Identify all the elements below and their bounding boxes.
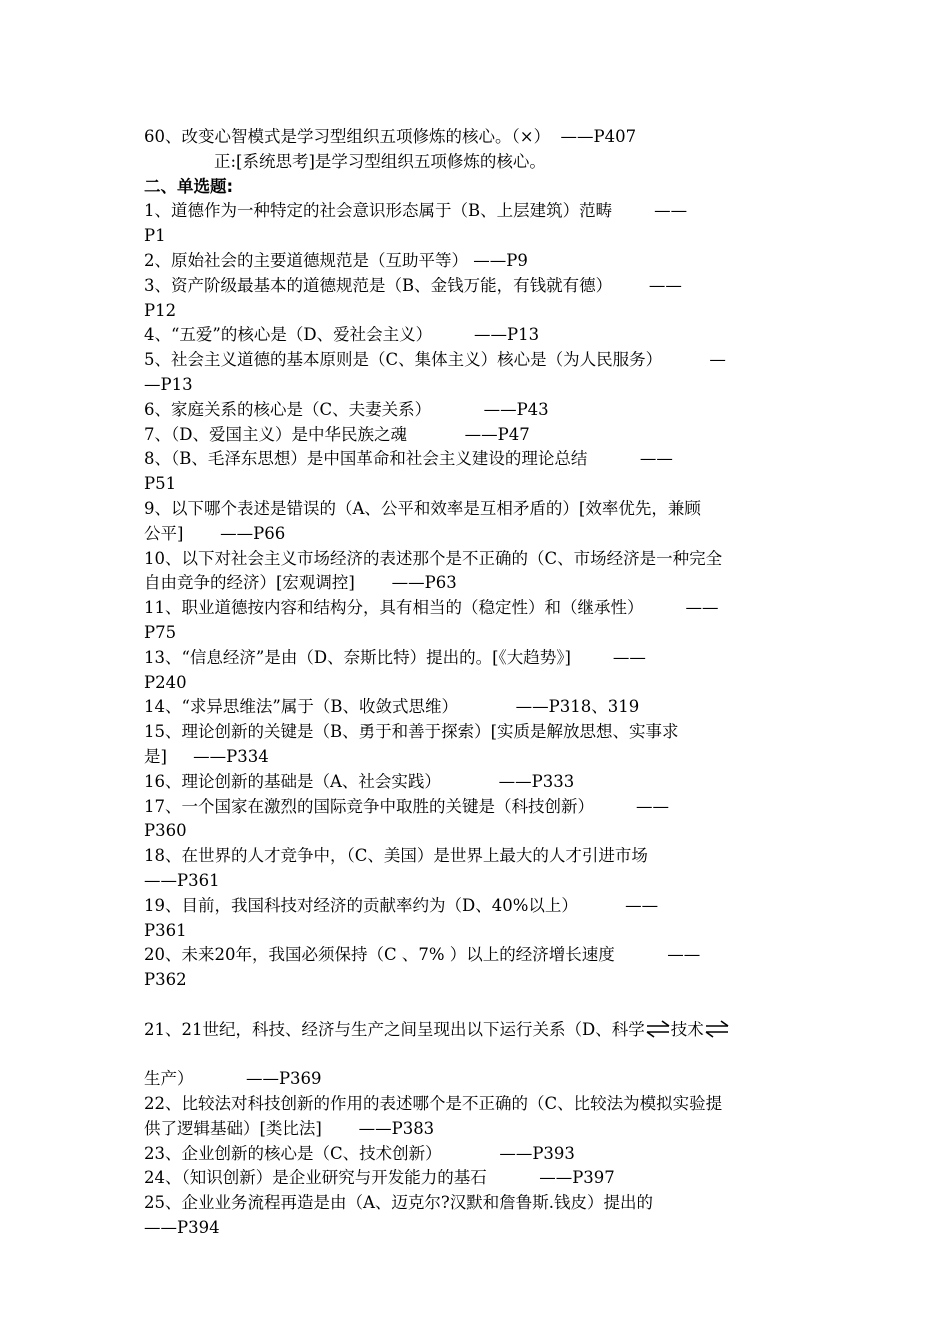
item-10: 10、以下对社会主义市场经济的表述那个是不正确的（C、市场经济是一种完全	[144, 548, 723, 568]
item-5-cont: —P13	[144, 374, 193, 394]
item-10-cont: 自由竞争的经济）[宏观调控] ——P63	[144, 573, 457, 593]
item-21-cont: 生产） ——P369	[144, 1069, 322, 1089]
item-23: 23、企业创新的核心是（C、技术创新） ——P393	[144, 1143, 575, 1163]
item-60: 60、改变心智模式是学习型组织五项修炼的核心。（×） ——P407	[144, 127, 637, 146]
item-18: 18、在世界的人才竞争中，（C、美国）是世界上最大的人才引进市场	[144, 846, 648, 866]
item-19: 19、目前，我国科技对经济的贡献率约为（D、40%以上） ——	[144, 895, 659, 915]
item-4: 4、“五爱”的核心是（D、爱社会主义） ——P13	[144, 325, 540, 345]
reversible-arrow-icon	[645, 1020, 671, 1038]
item-2: 2、原始社会的主要道德规范是（互助平等） ——P9	[144, 250, 528, 270]
item-16: 16、理论创新的基础是（A、社会实践） ——P333	[144, 771, 575, 791]
correction-note: 正:[系统思考]是学习型组织五项修炼的核心。	[214, 151, 546, 171]
item-3-cont: P12	[144, 300, 177, 320]
item-1: 1、道德作为一种特定的社会意识形态属于（B、上层建筑）范畴 ——	[144, 201, 688, 221]
item-17-cont: P360	[144, 821, 187, 841]
reversible-arrow-icon	[704, 1020, 730, 1038]
section-heading: 二、单选题:	[144, 176, 234, 196]
item-25-cont: ——P394	[144, 1218, 220, 1238]
item-3: 3、资产阶级最基本的道德规范是（B、金钱万能，有钱就有德） ——	[144, 275, 682, 295]
item-7: 7、（D、爱国主义）是中华民族之魂 ——P47	[144, 424, 530, 444]
item-17: 17、一个国家在激烈的国际竞争中取胜的关键是（科技创新） ——	[144, 796, 669, 816]
item-8-cont: P51	[144, 474, 177, 494]
item-13: 13、“信息经济”是由（D、奈斯比特）提出的。[《大趋势》] ——	[144, 647, 646, 667]
spacer	[144, 993, 814, 1018]
item-22-cont: 供了逻辑基础）[类比法] ——P383	[144, 1118, 435, 1138]
item-21-part1: 21、21世纪，科技、经济与生产之间呈现出以下运行关系（D、科学	[144, 1019, 645, 1039]
item-9-cont: 公平] ——P66	[144, 523, 286, 543]
item-21-part2: 技术	[670, 1019, 704, 1039]
item-5: 5、社会主义道德的基本原则是（C、集体主义）核心是（为人民服务） —	[144, 350, 726, 370]
spacer	[144, 1042, 814, 1067]
document-page	[144, 125, 814, 1241]
item-9: 9、以下哪个表述是错误的（A、公平和效率是互相矛盾的）[效率优先，兼顾	[144, 498, 701, 518]
item-24: 24、（知识创新）是企业研究与开发能力的基石 ——P397	[144, 1168, 615, 1188]
item-22: 22、比较法对科技创新的作用的表述哪个是不正确的（C、比较法为模拟实验提	[144, 1094, 723, 1114]
item-11-cont: P75	[144, 622, 177, 642]
item-6: 6、家庭关系的核心是（C、夫妻关系） ——P43	[144, 399, 549, 419]
item-21	[144, 1018, 814, 1043]
item-25: 25、企业业务流程再造是由（A、迈克尔?汉默和詹鲁斯.钱皮）提出的	[144, 1193, 654, 1213]
item-11: 11、职业道德按内容和结构分，具有相当的（稳定性）和（继承性） ——	[144, 598, 719, 618]
item-20-cont: P362	[144, 970, 187, 990]
item-18-cont: ——P361	[144, 870, 220, 890]
item-15-cont: 是] ——P334	[144, 746, 269, 766]
item-14: 14、“求异思维法”属于（B、收敛式思维） ——P318、319	[144, 697, 640, 717]
item-8: 8、（B、毛泽东思想）是中国革命和社会主义建设的理论总结 ——	[144, 449, 673, 469]
item-19-cont: P361	[144, 920, 187, 940]
item-1-cont: P1	[144, 226, 166, 246]
item-13-cont: P240	[144, 672, 187, 692]
item-20: 20、未来20年，我国必须保持（C 、7% ）以上的经济增长速度 ——	[144, 945, 701, 965]
item-15: 15、理论创新的关键是（B、勇于和善于探索）[实质是解放思想、实事求	[144, 722, 679, 742]
